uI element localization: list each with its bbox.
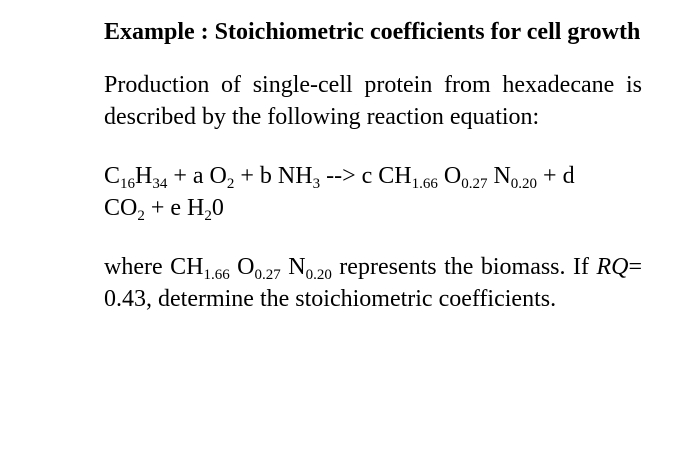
eq-subscript: 16 xyxy=(120,176,136,192)
conclusion-text: O xyxy=(229,254,255,280)
eq-subscript: 2 xyxy=(204,208,212,224)
eq-subscript: 0.27 xyxy=(461,176,488,192)
eq-subscript: 3 xyxy=(312,176,321,192)
document-page xyxy=(104,16,642,315)
eq-text: H xyxy=(135,163,153,189)
eq-text: + b NH xyxy=(234,163,313,189)
equation-line-2 xyxy=(104,192,642,224)
eq-text: CO xyxy=(104,195,138,221)
example-title: Example : Stoichiometric coefficients for cell growth xyxy=(104,19,641,45)
eq-subscript: 0.20 xyxy=(510,176,538,192)
eq-text: 0 xyxy=(211,195,224,221)
eq-text: --> c CH xyxy=(320,163,412,189)
equation-line-1 xyxy=(104,160,642,192)
eq-subscript: 34 xyxy=(152,176,168,192)
conclusion-text: N xyxy=(280,254,306,280)
conclusion-subscript: 0.20 xyxy=(305,267,332,283)
conclusion-paragraph xyxy=(104,251,642,315)
conclusion-text: = 0.43, determine the stoichiometric coefficients. xyxy=(104,254,642,312)
reaction-equation xyxy=(104,160,642,224)
eq-subscript: 2 xyxy=(226,176,235,192)
eq-text: + d xyxy=(537,163,575,189)
conclusion-subscript: 1.66 xyxy=(203,267,230,283)
eq-text: + a O xyxy=(167,163,227,189)
conclusion-subscript: 0.27 xyxy=(254,267,281,283)
eq-text: N xyxy=(487,163,511,189)
eq-text: C xyxy=(104,163,121,189)
conclusion-text: represents the biomass. If xyxy=(331,254,597,280)
conclusion-text: where CH xyxy=(104,254,204,280)
eq-text: + e H xyxy=(144,195,205,221)
rq-symbol: RQ xyxy=(596,254,629,280)
eq-subscript: 2 xyxy=(137,208,145,224)
eq-subscript: 1.66 xyxy=(411,176,438,192)
intro-paragraph: Production of single-cell protein from hexadecane is described by the following reaction equation: xyxy=(104,72,642,130)
eq-text: O xyxy=(437,163,462,189)
